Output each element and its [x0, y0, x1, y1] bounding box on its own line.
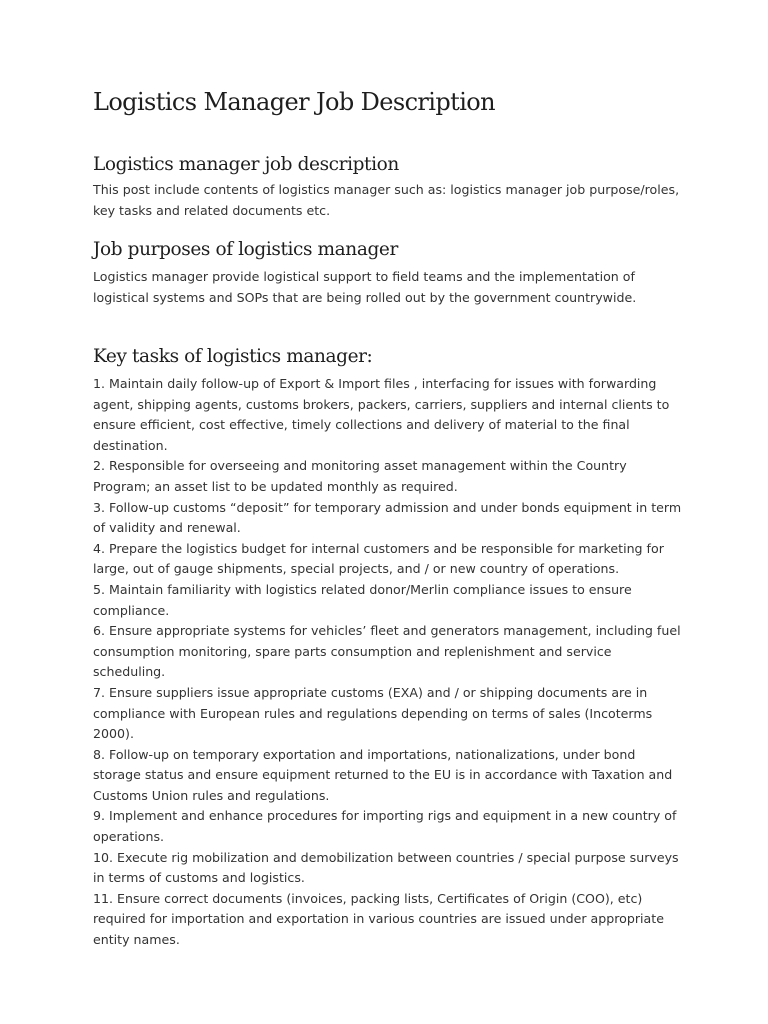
key-tasks-list [93, 374, 683, 951]
list-item: 11. Ensure correct documents (invoices, packing lists, Certificates of Origin (COO), etc) required for importation and exportation in various countries are issued under appropriate entity names. [93, 890, 664, 948]
list-item: 7. Ensure suppliers issue appropriate customs (EXA) and / or shipping documents are in compliance with European rules and regulations depending on terms of sales (Incoterms 2000). [93, 684, 653, 742]
list-item: 5. Maintain familiarity with logistics related donor/Merlin compliance issues to ensure compliance. [93, 581, 632, 618]
list-item: 9. Implement and enhance procedures for importing rigs and equipment in a new country of operations. [93, 808, 677, 845]
list-item: 3. Follow-up customs “deposit” for temporary admission and under bonds equipment in term of validity and renewal. [93, 499, 682, 536]
list-item: 8. Follow-up on temporary exportation and importations, nationalizations, under bond storage status and ensure equipment returned to the EU is in accordance with Taxation and Customs Union rules and regulations. [93, 746, 673, 803]
list-item: 2. Responsible for overseeing and monitoring asset management within the Country Program; an asset list to be updated monthly as required. [93, 458, 627, 494]
list-item: 10. Execute rig mobilization and demobilization between countries / special purpose surveys in terms of customs and logistics. [93, 849, 679, 886]
section-body-job-description: This post include contents of logistics manager such as: logistics manager job purpose/roles, key tasks and related documents etc. [93, 182, 680, 218]
document-title: Logistics Manager Job Description [93, 88, 495, 116]
section-body-job-purposes: Logistics manager provide logistical support to field teams and the implementation of logistical systems and SOPs that are being rolled out by the government countrywide. [93, 269, 637, 305]
section-heading-job-description: Logistics manager job description [93, 154, 399, 175]
list-item: 6. Ensure appropriate systems for vehicles’ fleet and generators management, including fuel consumption monitoring, spare parts consumption and replenishment and service scheduling. [93, 623, 681, 680]
section-heading-key-tasks: Key tasks of logistics manager: [93, 346, 373, 367]
section-heading-job-purposes: Job purposes of logistics manager [93, 239, 398, 260]
list-item: 4. Prepare the logistics budget for internal customers and be responsible for marketing for large, out of gauge shipments, special projects, and / or new country of operations. [93, 540, 664, 577]
list-item: 1. Maintain daily follow-up of Export & Import files , interfacing for issues with forwarding agent, shipping agents, customs brokers, packers, carriers, suppliers and internal clients to ensure efficient, cost effective, timely collections and delivery of material to the final destination. [93, 376, 670, 453]
